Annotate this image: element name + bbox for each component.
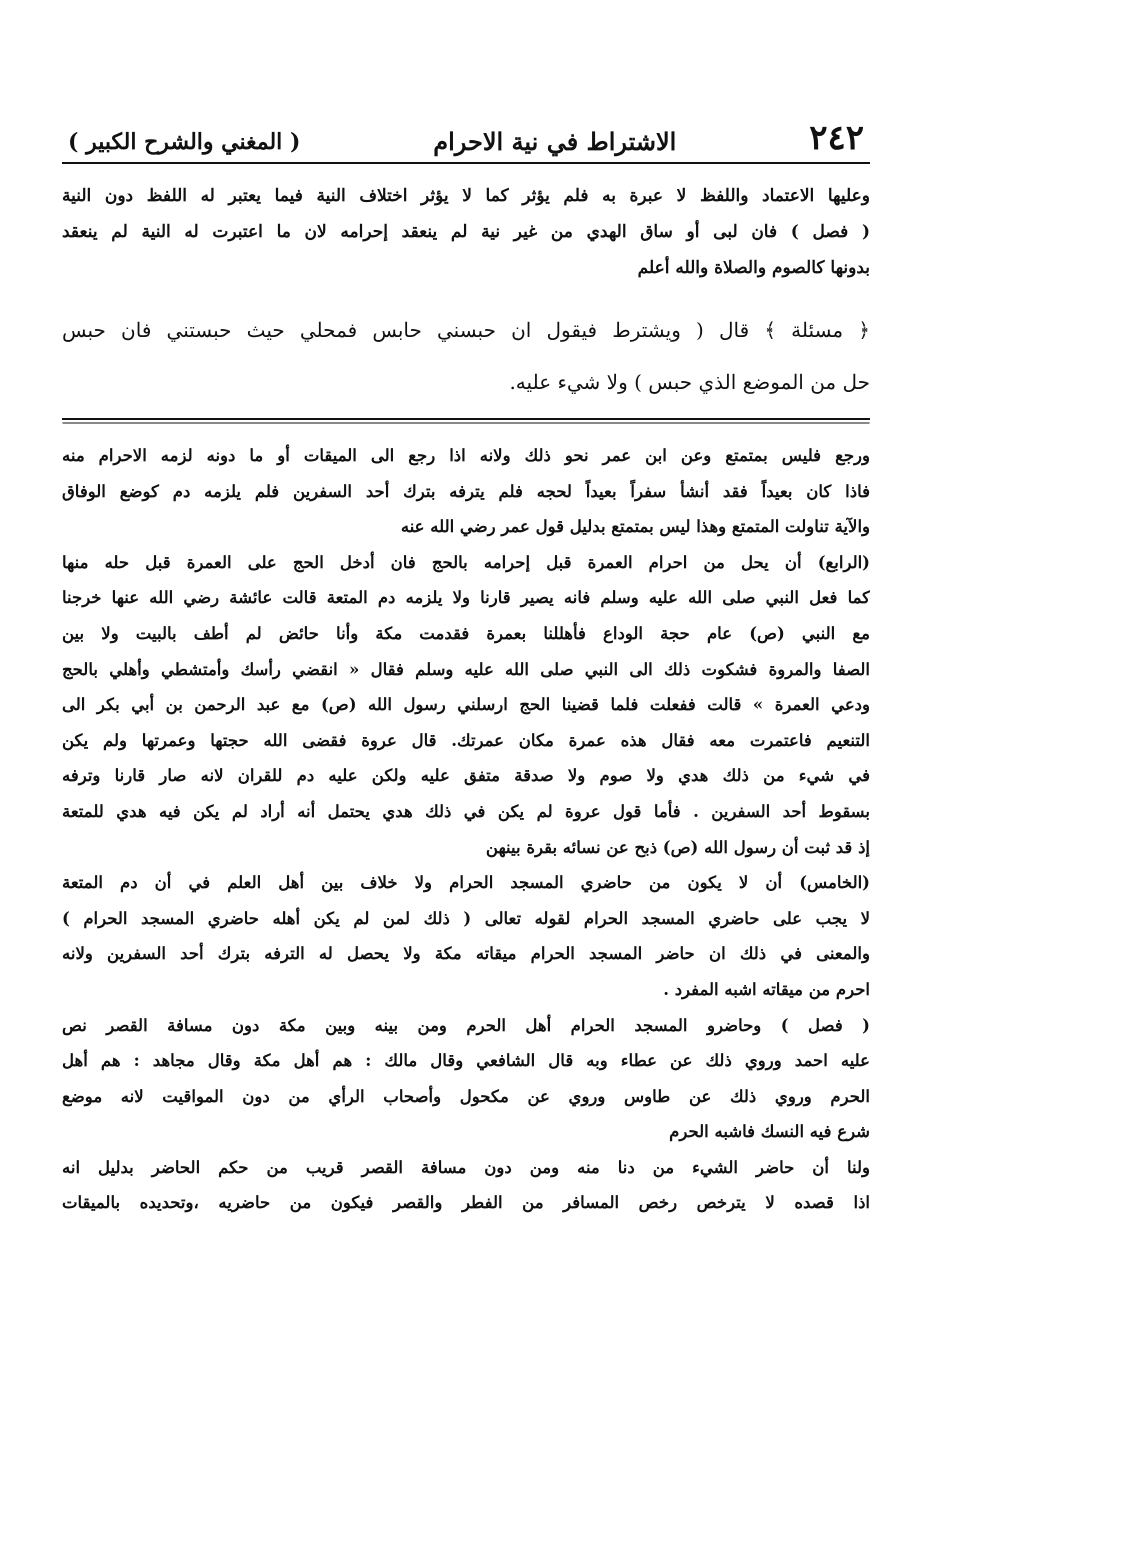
- commentary-line: (الخامس) أن لا يكون من حاضري المسجد الحرام ولا خلاف بين أهل العلم في أن دم المتعة: [62, 873, 870, 893]
- masala-line: حل من الموضع الذي حبس ) ولا شيء عليه.: [509, 370, 870, 394]
- commentary-line: اذا قصده لا يترخص رخص المسافر من الفطر والقصر فيكون من حاضريه ،وتحديده بالميقات: [62, 1193, 870, 1213]
- commentary-line: ( فصل ) وحاضرو المسجد الحرام أهل الحرم ومن بينه وبين مكة دون مسافة القصر نص: [62, 1015, 870, 1035]
- commentary-line: ورجع فليس بمتمتع وعن ابن عمر نحو ذلك ولانه اذا رجع الى الميقات أو ما دونه لزمه الاحرام منه: [62, 446, 870, 465]
- commentary-line: بسقوط أحد السفرين . فأما قول عروة لم يكن في ذلك هدي يحتمل أنه أراد لم يكن فيه هدي للمتعة: [62, 801, 870, 821]
- commentary-line: لا يجب على حاضري المسجد الحرام لقوله تعالى ( ذلك لمن لم يكن أهله حاضري المسجد الحرام ): [62, 908, 870, 928]
- commentary-line: كما فعل النبي صلى الله عليه وسلم فانه يصير قارنا ولا يلزمه دم المتعة قالت عائشة رضي الله عنها خرجنا: [62, 588, 870, 608]
- commentary-line: التنعيم فاعتمرت معه فقال هذه عمرة مكان عمرتك. قال عروة فقضى الله حجتها وعمرتها ولم يكن: [62, 730, 870, 750]
- commentary-line: في شيء من ذلك هدي ولا صوم ولا صدقة متفق عليه ولكن عليه دم للقران لانه صار قارنا وترفه: [62, 766, 870, 786]
- commentary-line: احرم من ميقاته اشبه المفرد .: [663, 979, 870, 999]
- commentary-line: والآية تناولت المتمتع وهذا ليس بمتمتع بدليل قول عمر رضي الله عنه: [400, 517, 870, 537]
- book-title: ( المغني والشرح الكبير ): [68, 129, 301, 155]
- commentary-line: شرع فيه النسك فاشبه الحرم: [669, 1122, 870, 1142]
- section-divider: [62, 418, 870, 420]
- commentary-line: الصفا والمروة فشكوت ذلك الى النبي صلى الله عليه وسلم فقال « انقضي رأسك وأمتشطي وأهلي بالحج: [62, 659, 870, 679]
- book-page: [62, 112, 870, 1221]
- commentary-block: [62, 438, 870, 1221]
- commentary-line: (الرابع) أن يحل من احرام العمرة قبل إحرامه بالحج فان أدخل الحج على العمرة قبل حله منها: [62, 552, 870, 572]
- commentary-line: مع النبي (ص) عام حجة الوداع فأهللنا بعمرة فقدمت مكة وأنا حائض لم أطف بالبيت ولا بين: [62, 623, 870, 643]
- page-header: [62, 112, 870, 164]
- commentary-line: إذ قد ثبت أن رسول الله (ص) ذبح عن نسائه بقرة بينهن: [485, 837, 870, 857]
- commentary-line: عليه احمد وروي ذلك عن عطاء وبه قال الشافعي وقال مالك : هم أهل مكة وقال مجاهد : هم أهل: [62, 1051, 870, 1071]
- commentary-line: ولنا أن حاضر الشيء من دنا منه ومن دون مسافة القصر قريب من حكم الحاضر بدليل انه: [62, 1157, 870, 1177]
- main-text-line: ( فصل ) فان لبى أو ساق الهدي من غير نية لم ينعقد إحرامه لان ما اعتبرت له النية لم ينعقد: [62, 222, 870, 242]
- running-title: الاشتراط في نية الاحرام: [433, 127, 677, 156]
- commentary-line: والمعنى في ذلك ان حاضر المسجد الحرام ميقاته مكة ولا يحصل له الترفه بترك أحد السفرين ولانه: [62, 944, 870, 964]
- commentary-line: فاذا كان بعيداً فقد أنشأ سفراً بعيداً لحجه فلم يترفه بترك أحد السفرين فلم يلزمه دم كوضع الوفاق: [62, 481, 870, 501]
- main-text-line: بدونها كالصوم والصلاة والله أعلم: [637, 258, 870, 278]
- page-number: ٢٤٢: [809, 118, 864, 158]
- commentary-line: ودعي العمرة » قالت ففعلت فلما قضينا الحج ارسلني رسول الله (ص) مع عبد الرحمن بن أبي بكر الى: [62, 695, 870, 715]
- main-text-line: وعليها الاعتماد واللفظ لا عبرة به فلم يؤثر كما لا يؤثر اختلاف النية فيما يعتبر له اللفظ دون النية: [62, 186, 870, 206]
- masala-line: ﴿ مسئلة ﴾ قال ( ويشترط فيقول ان حبسني حابس فمحلي حيث حبستني فان حبس: [62, 318, 870, 342]
- commentary-line: الحرم وروي ذلك عن طاوس وروي عن مكحول وأصحاب الرأي من دون المواقيت لانه موضع: [62, 1086, 870, 1106]
- masala-block: [62, 304, 870, 408]
- main-text-block: [62, 178, 870, 286]
